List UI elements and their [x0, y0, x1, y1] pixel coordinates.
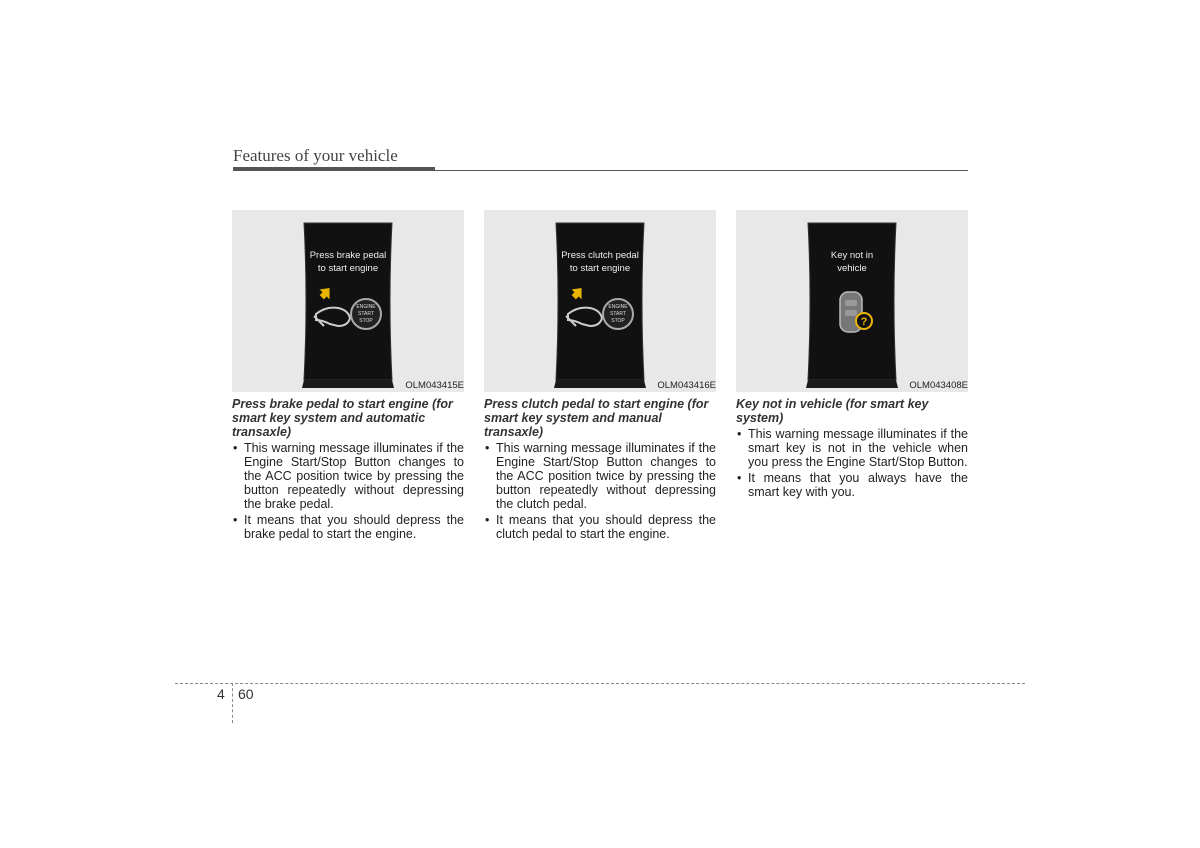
bullet-list: [736, 427, 968, 499]
button-line-3: STOP: [359, 318, 373, 324]
figure-code: OLM043415E: [405, 380, 464, 391]
button-line-2: START: [610, 311, 626, 317]
list-item: • This warning message illuminates if the smart key is not in the vehicle when you press the Engine Start/Stop Button.: [736, 427, 968, 469]
list-item: • This warning message illuminates if the Engine Start/Stop Button changes to the ACC position twice by pressing the button repeatedly without depressing the brake pedal.: [232, 441, 464, 511]
lcd-line-1: Key not in: [830, 250, 874, 261]
lcd-line-1: Press clutch pedal: [561, 250, 639, 261]
figure-brake-pedal: [232, 210, 464, 392]
section-brake-pedal: [232, 210, 464, 543]
figure-key-not-in-vehicle: [736, 210, 968, 392]
engine-start-stop-button-icon: [351, 299, 381, 329]
button-line-2: START: [358, 311, 374, 317]
button-line-1: ENGINE: [356, 304, 376, 310]
lcd-line-2: vehicle: [837, 263, 867, 274]
svg-text:?: ?: [860, 316, 868, 328]
list-item: • It means that you always have the smart key with you.: [736, 471, 968, 499]
footer-divider: [232, 683, 233, 723]
section-clutch-pedal: [484, 210, 716, 543]
lcd-display-illustration: [484, 210, 716, 392]
bullet-list: [484, 441, 716, 541]
list-item: • It means that you should depress the brake pedal to start the engine.: [232, 513, 464, 541]
lcd-display-illustration: [736, 210, 968, 392]
lcd-display-illustration: [232, 210, 464, 392]
engine-start-stop-button-icon: [603, 299, 633, 329]
figure-code: OLM043416E: [657, 380, 716, 391]
figure-code: OLM043408E: [909, 380, 968, 391]
bullet-list: [232, 441, 464, 541]
list-item: • It means that you should depress the clutch pedal to start the engine.: [484, 513, 716, 541]
question-mark-icon: [856, 313, 872, 329]
lcd-line-2: to start engine: [317, 263, 379, 274]
section-heading: Key not in vehicle (for smart key system): [736, 397, 929, 425]
figure-clutch-pedal: [484, 210, 716, 392]
button-line-3: STOP: [611, 318, 625, 324]
chapter-number: 4: [217, 686, 225, 702]
section-heading: Press clutch pedal to start engine (for smart key system and manual transaxle): [484, 397, 709, 439]
page-title: Features of your vehicle: [233, 146, 398, 165]
list-item: • This warning message illuminates if the Engine Start/Stop Button changes to the ACC position twice by pressing the button repeatedly without depressing the clutch pedal.: [484, 441, 716, 511]
footer-rule: [175, 683, 1025, 684]
header-rule: [233, 170, 968, 171]
section-heading: Press brake pedal to start engine (for smart key system and automatic transaxle): [232, 397, 453, 439]
section-key-not-in-vehicle: [736, 210, 968, 501]
button-line-1: ENGINE: [608, 304, 628, 310]
page-number: 60: [238, 686, 254, 702]
lcd-line-1: Press brake pedal: [309, 250, 387, 261]
lcd-line-2: to start engine: [569, 263, 631, 274]
